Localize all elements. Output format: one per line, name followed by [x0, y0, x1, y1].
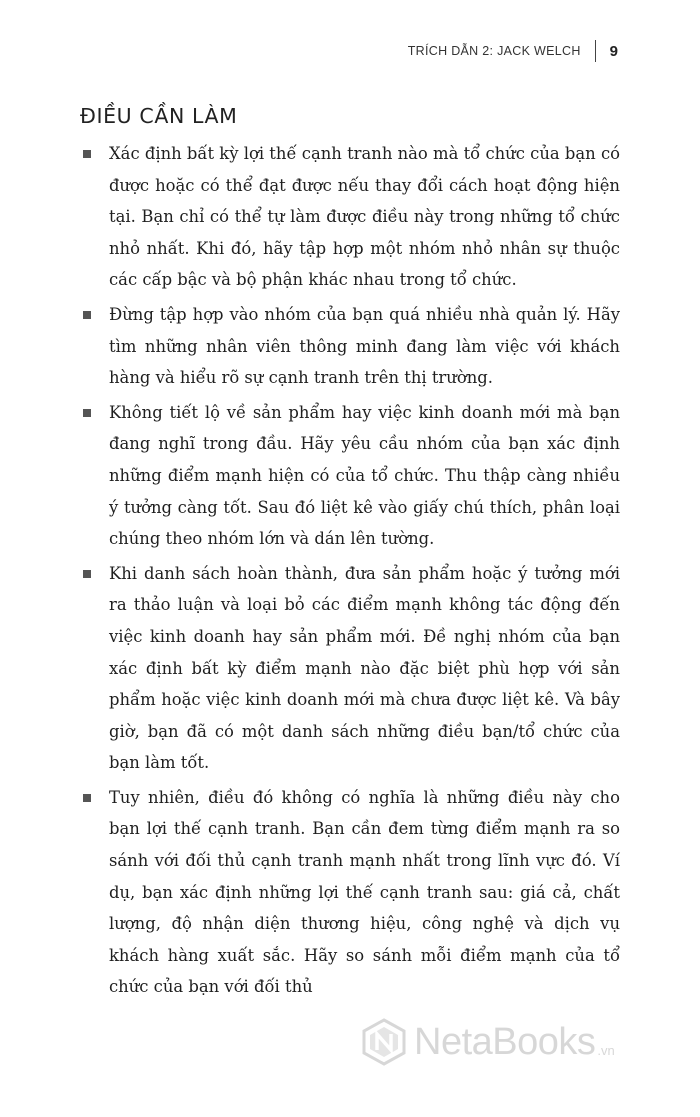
list-item — [80, 782, 620, 1003]
square-bullet-icon — [83, 570, 91, 578]
list-item-text: Xác định bất kỳ lợi thế cạnh tranh nào mà tổ chức của bạn có được hoặc có thể đạt được nếu thay đổi cách hoạt động hiện tại. Bạn chỉ có thể tự làm được điều này trong những tổ chức nhỏ nhất. Khi đó, hãy tập hợp một nhóm nhỏ nhân sự thuộc các cấp bậc và bộ phận khác nhau trong tổ chức. — [109, 144, 620, 290]
square-bullet-icon — [83, 794, 91, 802]
bullet-list — [80, 138, 620, 1003]
list-item — [80, 397, 620, 555]
list-item — [80, 299, 620, 394]
square-bullet-icon — [83, 150, 91, 158]
running-header — [408, 40, 618, 62]
watermark — [360, 1018, 615, 1066]
list-item-text: Không tiết lộ về sản phẩm hay việc kinh doanh mới mà bạn đang nghĩ trong đầu. Hãy yêu cầu nhóm của bạn xác định những điểm mạnh hiện có của tổ chức. Thu thập càng nhiều ý tưởng càng tốt. Sau đó liệt kê vào giấy chú thích, phân loại chúng theo nhóm lớn và dán lên tường. — [109, 402, 620, 549]
running-title: TRÍCH DẪN 2: JACK WELCH — [407, 44, 581, 58]
list-item-text: Khi danh sách hoàn thành, đưa sản phẩm hoặc ý tưởng mới ra thảo luận và loại bỏ các điểm mạnh không tác động đến việc kinh doanh hay sản phẩm mới. Đề nghị nhóm của bạn xác định bất kỳ điểm mạnh nào đặc biệt phù hợp với sản phẩm hoặc việc kinh doanh mới mà chưa được liệt kê. Và bây giờ, bạn đã có một danh sách những điều bạn/tổ chức của bạn làm tốt. — [109, 563, 620, 773]
list-item — [80, 138, 620, 296]
square-bullet-icon — [83, 311, 91, 319]
list-item-text: Tuy nhiên, điều đó không có nghĩa là những điều này cho bạn lợi thế cạnh tranh. Bạn cần đem từng điểm mạnh ra so sánh với đối thủ cạnh tranh mạnh nhất trong lĩnh vực đó. Ví dụ, bạn xác định những lợi thế cạnh tranh sau: giá cả, chất lượng, độ nhận diện thương hiệu, công nghệ và dịch vụ khách hàng xuất sắc. Hãy so sánh mỗi điểm mạnh của tổ chức của bạn với đối thủ — [109, 787, 620, 997]
netabooks-logo-icon — [360, 1018, 408, 1066]
page-body — [80, 104, 620, 1006]
watermark-brand: NetaBooks — [414, 1020, 596, 1063]
list-item-text: Đừng tập hợp vào nhóm của bạn quá nhiều nhà quản lý. Hãy tìm những nhân viên thông minh đang làm việc với khách hàng và hiểu rõ sự cạnh tranh trên thị trường. — [109, 304, 620, 388]
watermark-suffix: .vn — [597, 1042, 615, 1058]
section-title: ĐIỀU CẦN LÀM — [80, 104, 238, 128]
header-divider — [595, 40, 596, 62]
list-item — [80, 558, 620, 779]
square-bullet-icon — [83, 409, 91, 417]
page-number: 9 — [609, 42, 618, 60]
